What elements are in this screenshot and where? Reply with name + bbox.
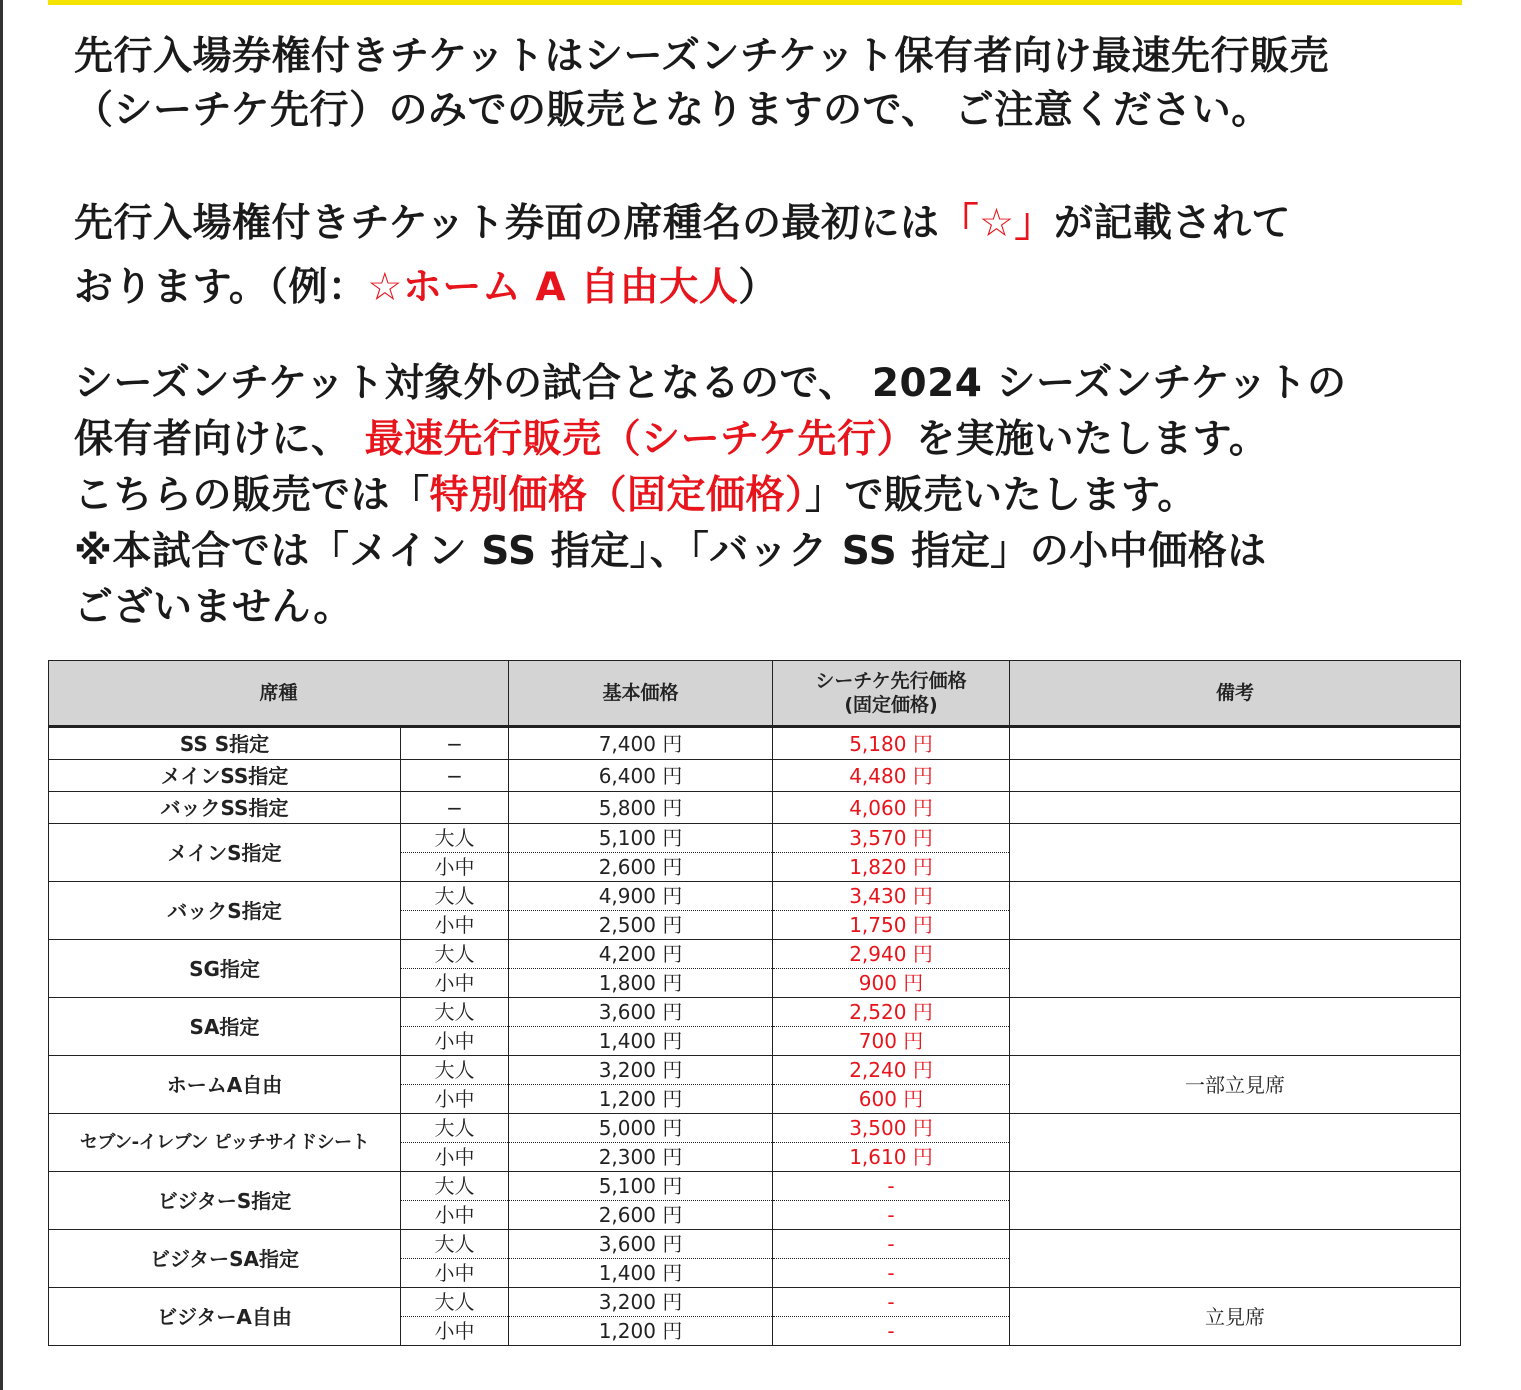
ticket-type-cell: 大人: [401, 940, 509, 969]
base-price-cell: 2,600 円: [509, 853, 773, 882]
presale-price-cell: 3,430 円: [773, 882, 1010, 911]
table-row: [49, 882, 1461, 911]
base-price-cell: 7,400 円: [509, 727, 773, 760]
presale-price-cell: 1,610 円: [773, 1143, 1010, 1172]
ticket-type-cell: 小中: [401, 1201, 509, 1230]
notice-paragraph-2: [74, 195, 1474, 315]
price-table: [48, 660, 1461, 1346]
ticket-type-cell: 小中: [401, 853, 509, 882]
ticket-type-cell: 小中: [401, 1317, 509, 1346]
base-price-cell: 5,000 円: [509, 1114, 773, 1143]
base-price-cell: 4,900 円: [509, 882, 773, 911]
presale-price-cell: 700 円: [773, 1027, 1010, 1056]
presale-price-cell: 2,240 円: [773, 1056, 1010, 1085]
base-price-cell: 1,400 円: [509, 1259, 773, 1288]
presale-highlight-text: 最速先行販売（シーチケ先行）: [364, 417, 917, 462]
presale-price-cell: 1,820 円: [773, 853, 1010, 882]
notice-line: [74, 195, 1474, 261]
seat-name-cell: メインS指定: [49, 824, 401, 882]
header-presale-sub: (固定価格): [844, 694, 938, 716]
top-accent-bar: [48, 0, 1462, 5]
notice-line: [74, 469, 1474, 525]
table-row: [49, 940, 1461, 969]
base-price-cell: 4,200 円: [509, 940, 773, 969]
notice-text: が記載されて: [1053, 201, 1291, 246]
note-cell: [1010, 792, 1461, 824]
note-cell: [1010, 1230, 1461, 1288]
base-price-cell: 2,600 円: [509, 1201, 773, 1230]
presale-price-cell: 600 円: [773, 1085, 1010, 1114]
ticket-type-cell: 大人: [401, 824, 509, 853]
notice-text: （シーチケ先行）のみでの販売となりますので、 ご注意ください。: [74, 88, 1271, 133]
base-price-cell: 6,400 円: [509, 760, 773, 792]
notice-text: こちらの販売では「: [74, 473, 430, 518]
base-price-cell: 2,500 円: [509, 911, 773, 940]
seat-name-cell: ビジターS指定: [49, 1172, 401, 1230]
notice-paragraph-1: [74, 30, 1474, 138]
ticket-type-cell: 大人: [401, 1172, 509, 1201]
notice-text: 先行入場券権付きチケットはシーズンチケット保有者向け最速先行販売: [74, 34, 1330, 79]
seat-name-cell: ビジターSA指定: [49, 1230, 401, 1288]
special-price-text: 特別価格（固定価格）: [429, 473, 806, 518]
base-price-cell: 3,600 円: [509, 998, 773, 1027]
table-row: [49, 1114, 1461, 1143]
notice-text: 先行入場権付きチケット券面の席種名の最初には: [74, 201, 940, 246]
base-price-cell: 5,100 円: [509, 824, 773, 853]
base-price-cell: 3,200 円: [509, 1056, 773, 1085]
ticket-type-cell: 小中: [401, 1143, 509, 1172]
presale-price-cell: 2,940 円: [773, 940, 1010, 969]
table-row: [49, 792, 1461, 824]
seat-name-cell: メインSS指定: [49, 760, 401, 792]
seat-name-cell: SS S指定: [49, 727, 401, 760]
table-row: [49, 1288, 1461, 1317]
ticket-type-cell: −: [401, 727, 509, 760]
presale-price-cell: -: [773, 1288, 1010, 1317]
ticket-type-cell: −: [401, 792, 509, 824]
header-presale-label: シーチケ先行価格: [815, 670, 967, 692]
presale-price-cell: 2,520 円: [773, 998, 1010, 1027]
notice-text: 」で販売いたします。: [805, 473, 1197, 518]
ticket-type-cell: 大人: [401, 1056, 509, 1085]
presale-price-cell: 1,750 円: [773, 911, 1010, 940]
seat-name-cell: SA指定: [49, 998, 401, 1056]
base-price-cell: 1,200 円: [509, 1317, 773, 1346]
note-cell: [1010, 998, 1461, 1056]
ticket-type-cell: 大人: [401, 1114, 509, 1143]
example-seat-text: ☆ホーム A 自由大人: [367, 265, 739, 310]
presale-price-cell: -: [773, 1172, 1010, 1201]
note-cell: [1010, 882, 1461, 940]
ticket-type-cell: 小中: [401, 1085, 509, 1114]
presale-price-cell: 5,180 円: [773, 727, 1010, 760]
base-price-cell: 3,200 円: [509, 1288, 773, 1317]
star-mark-text: 「☆」: [939, 201, 1054, 246]
notice-line: [74, 413, 1474, 469]
table-row: [49, 824, 1461, 853]
presale-price-cell: 900 円: [773, 969, 1010, 998]
base-price-cell: 5,800 円: [509, 792, 773, 824]
note-cell: 一部立見席: [1010, 1056, 1461, 1114]
notice-text: おります。（例：: [74, 265, 368, 310]
notice-text: を実施いたします。: [916, 417, 1269, 462]
ticket-type-cell: 小中: [401, 969, 509, 998]
note-cell: [1010, 760, 1461, 792]
presale-price-cell: 4,480 円: [773, 760, 1010, 792]
base-price-cell: 3,600 円: [509, 1230, 773, 1259]
table-header-row: [49, 661, 1461, 727]
presale-price-cell: -: [773, 1259, 1010, 1288]
notice-text: ございません。: [74, 585, 353, 630]
seat-name-cell: ビジターA自由: [49, 1288, 401, 1346]
table-row: [49, 1230, 1461, 1259]
table-row: [49, 760, 1461, 792]
note-cell: [1010, 1114, 1461, 1172]
ticket-type-cell: 大人: [401, 882, 509, 911]
header-seat: 席種: [49, 661, 509, 727]
notice-text: 保有者向けに、: [74, 417, 365, 462]
table-row: [49, 1056, 1461, 1085]
header-note: 備考: [1010, 661, 1461, 727]
seat-name-cell: ホームA自由: [49, 1056, 401, 1114]
ticket-type-cell: 小中: [401, 1259, 509, 1288]
ticket-type-cell: 大人: [401, 1288, 509, 1317]
header-base-price: 基本価格: [509, 661, 773, 727]
seat-name-cell: バックS指定: [49, 882, 401, 940]
presale-price-cell: -: [773, 1230, 1010, 1259]
base-price-cell: 1,800 円: [509, 969, 773, 998]
presale-price-cell: 4,060 円: [773, 792, 1010, 824]
base-price-cell: 1,400 円: [509, 1027, 773, 1056]
note-cell: [1010, 1172, 1461, 1230]
presale-price-cell: 3,570 円: [773, 824, 1010, 853]
presale-price-cell: -: [773, 1317, 1010, 1346]
base-price-cell: 5,100 円: [509, 1172, 773, 1201]
notice-text: ※本試合では「メイン SS 指定」、「バック SS 指定」の小中価格は: [74, 529, 1267, 574]
note-cell: [1010, 727, 1461, 760]
ticket-type-cell: 小中: [401, 911, 509, 940]
seat-name-cell: SG指定: [49, 940, 401, 998]
ticket-type-cell: 大人: [401, 1230, 509, 1259]
ticket-type-cell: 大人: [401, 998, 509, 1027]
notice-text: ）: [738, 265, 778, 310]
notice-paragraph-3: [74, 357, 1474, 637]
notice-text: シーズンチケット対象外の試合となるので、 2024 シーズンチケットの: [74, 361, 1347, 406]
table-row: [49, 998, 1461, 1027]
presale-price-cell: 3,500 円: [773, 1114, 1010, 1143]
ticket-type-cell: 小中: [401, 1027, 509, 1056]
header-presale-price: [773, 661, 1010, 727]
table-row: [49, 1172, 1461, 1201]
table-row: [49, 727, 1461, 760]
presale-price-cell: -: [773, 1201, 1010, 1230]
note-cell: [1010, 824, 1461, 882]
seat-name-cell: セブン-イレブン ピッチサイドシート: [49, 1114, 401, 1172]
note-cell: [1010, 940, 1461, 998]
notice-line: [74, 261, 1474, 315]
base-price-cell: 1,200 円: [509, 1085, 773, 1114]
note-cell: 立見席: [1010, 1288, 1461, 1346]
seat-name-cell: バックSS指定: [49, 792, 401, 824]
base-price-cell: 2,300 円: [509, 1143, 773, 1172]
ticket-type-cell: −: [401, 760, 509, 792]
left-border-line: [0, 0, 3, 1390]
